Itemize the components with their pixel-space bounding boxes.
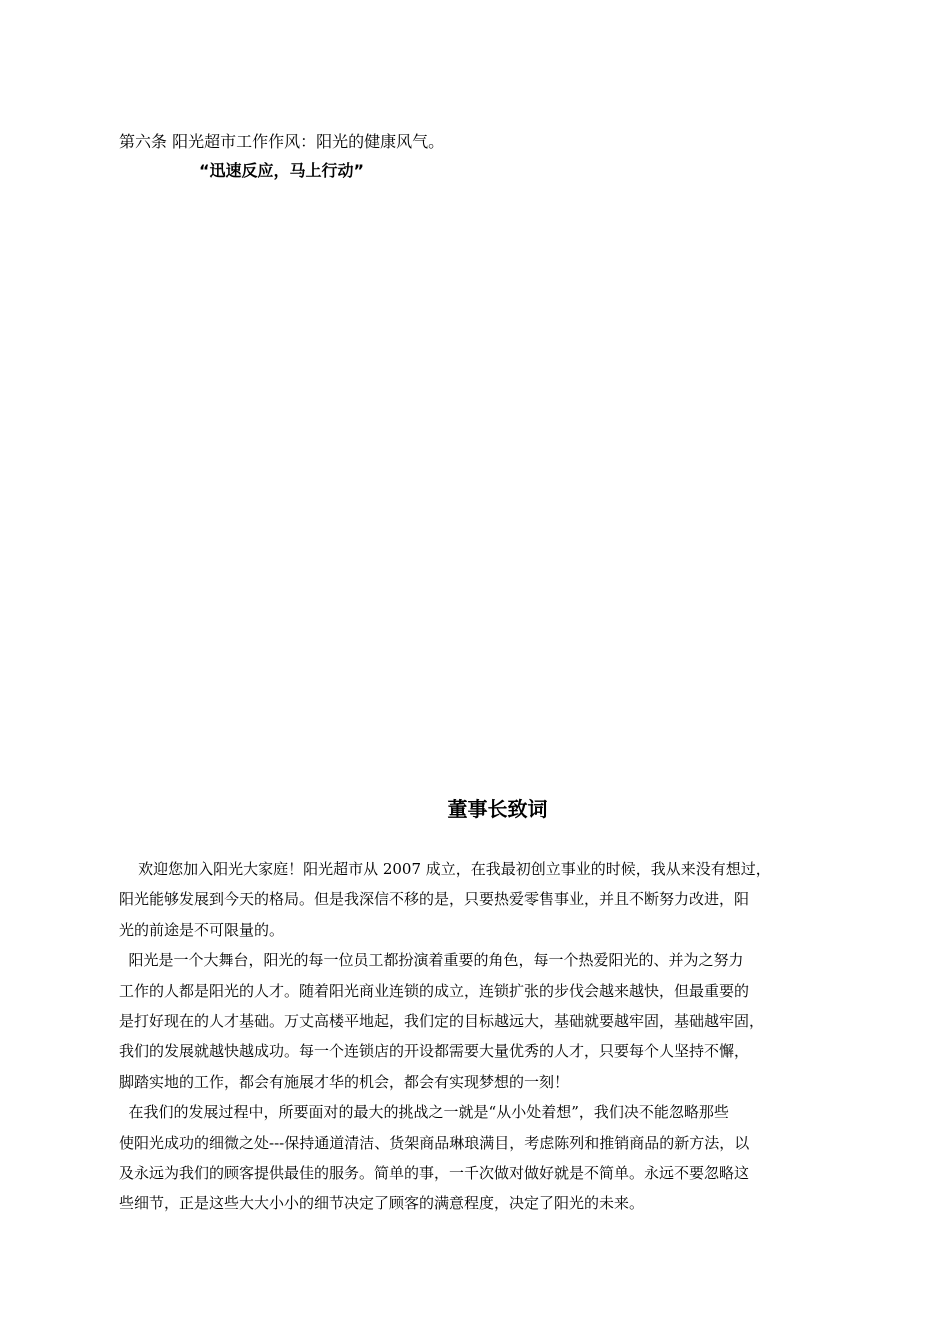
speech-line: 欢迎您加入阳光大家庭！阳光超市从 2007 成立，在我最初创立事业的时候，我从来没有想过， <box>119 860 771 878</box>
speech-line: 使阳光成功的细微之处---保持通道清洁、货架商品琳琅满目，考虑陈列和推销商品的新方法，以 <box>119 1133 750 1152</box>
speech-line: 在我们的发展过程中，所要面对的最大的挑战之一就是“从小处着想”，我们决不能忽略那些 <box>119 1103 729 1122</box>
speech-line: 及永远为我们的顾客提供最佳的服务。简单的事，一千次做对做好就是不简单。永远不要忽略这 <box>119 1163 750 1182</box>
speech-line: 阳光能够发展到今天的格局。但是我深信不移的是，只要热爱零售事业，并且不断努力改进，阳 <box>119 890 750 909</box>
speech-line: 工作的人都是阳光的人才。随着阳光商业连锁的成立，连锁扩张的步伐会越来越快，但最重要的 <box>119 981 750 1000</box>
speech-line: 些细节，正是这些大大小小的细节决定了顾客的满意程度，决定了阳光的未来。 <box>119 1194 645 1213</box>
speech-line: 光的前途是不可限量的。 <box>119 920 285 939</box>
speech-body <box>119 854 839 1219</box>
speech-line: 我们的发展就越快越成功。每一个连锁店的开设都需要大量优秀的人才，只要每个人坚持不懈， <box>119 1042 750 1061</box>
work-style-slogan: “迅速反应，马上行动” <box>199 161 365 180</box>
article-heading: 第六条 阳光超市工作作风：阳光的健康风气。 <box>119 132 445 151</box>
speech-line: 脚踏实地的工作，都会有施展才华的机会，都会有实现梦想的一刻！ <box>119 1072 570 1091</box>
speech-line: 是打好现在的人才基础。万丈高楼平地起，我们定的目标越远大，基础就要越牢固，基础越牢固， <box>119 1011 765 1030</box>
speech-line: 阳光是一个大舞台，阳光的每一位员工都扮演着重要的角色，每一个热爱阳光的、并为之努力 <box>119 951 744 970</box>
speech-title: 董事长致词 <box>447 797 548 821</box>
